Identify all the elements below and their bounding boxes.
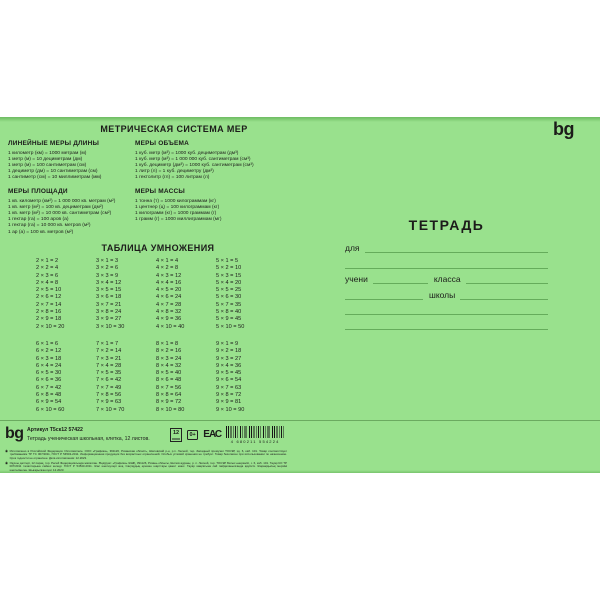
metric-line: 1 метр (м) = 100 сантиметрам (см) — [8, 162, 87, 168]
label-school: школы — [429, 289, 456, 300]
multiplication-cell: 2 × 9 = 18 — [36, 316, 62, 323]
multiplication-cell: 8 × 7 = 56 — [156, 384, 182, 391]
multiplication-title: ТАБЛИЦА УМНОЖЕНИЯ — [101, 243, 215, 253]
metric-section-volume — [135, 140, 340, 181]
multiplication-cell: 6 × 3 = 18 — [36, 355, 62, 362]
fine-print-block — [5, 450, 287, 473]
multiplication-cell: 7 × 7 = 49 — [96, 384, 122, 391]
fine-print-paragraph — [5, 450, 287, 460]
age-rating-badge: 0+ — [187, 430, 198, 440]
multiplication-cell: 7 × 4 = 28 — [96, 362, 122, 369]
metric-section-mass — [135, 188, 340, 223]
multiplication-table-block — [8, 243, 308, 414]
metric-section-heading: МЕРЫ ОБЪЕМА — [135, 140, 190, 147]
multiplication-cell: 3 × 9 = 27 — [96, 316, 122, 323]
multiplication-cell: 8 × 2 = 16 — [156, 348, 182, 355]
multiplication-cell: 6 × 8 = 48 — [36, 392, 62, 399]
multiplication-cell: 7 × 5 = 35 — [96, 370, 122, 377]
metric-line: 1 кв. метр (м²) = 100 кв. дециметрам (дм²) — [8, 204, 104, 210]
multiplication-cell: 3 × 5 = 15 — [96, 287, 122, 294]
metric-line: 1 гектолитр (гл) = 100 литрам (л) — [135, 175, 210, 181]
notebook-name-panel — [345, 217, 548, 330]
product-description: Тетрадь ученическая школьная, клетка, 12 листов. — [27, 435, 150, 442]
multiplication-group-1 — [8, 258, 308, 331]
panel-row-blank — [345, 300, 548, 315]
multiplication-cell: 9 × 8 = 72 — [216, 392, 242, 399]
multiplication-cell: 6 × 4 = 24 — [36, 362, 62, 369]
sheet-count-value: 12 — [172, 429, 180, 436]
metric-line: 1 гектар (га) = 100 аров (а) — [8, 217, 69, 223]
multiplication-cell: 7 × 2 = 14 — [96, 348, 122, 355]
multiplication-column-5 — [216, 258, 276, 331]
multiplication-column-7 — [96, 341, 156, 414]
multiplication-cell: 3 × 3 = 9 — [96, 272, 119, 279]
multiplication-cell: 5 × 6 = 30 — [216, 294, 242, 301]
metric-line: 1 тонна (т) = 1000 килограммам (кг) — [135, 198, 216, 204]
panel-title: ТЕТРАДЬ — [408, 217, 485, 233]
write-line — [460, 299, 548, 300]
panel-row-student-class — [345, 269, 548, 284]
barcode — [226, 426, 284, 444]
metric-line: 1 килограмм (кг) = 1000 граммам (г) — [135, 211, 217, 217]
multiplication-column-3 — [96, 258, 156, 331]
metric-line: 1 куб. метр (м³) = 1000 куб. дециметрам (дм³) — [135, 150, 239, 156]
metric-line: 1 центнер (ц) = 100 килограммам (кг) — [135, 204, 220, 210]
metric-line: 1 дециметр (дм) = 10 сантиметрам (см) — [8, 168, 98, 174]
metric-section-heading: ЛИНЕЙНЫЕ МЕРЫ ДЛИНЫ — [8, 140, 100, 147]
metric-title: МЕТРИЧЕСКАЯ СИСТЕМА МЕР — [100, 124, 248, 134]
metric-line: 1 километр (км) = 1000 метрам (м) — [8, 150, 87, 156]
panel-row-school — [345, 284, 548, 299]
multiplication-column-2 — [36, 258, 96, 331]
multiplication-cell: 5 × 9 = 45 — [216, 316, 242, 323]
multiplication-cell: 9 × 10 = 90 — [216, 406, 245, 413]
label-student: учени — [345, 274, 368, 285]
multiplication-cell: 5 × 5 = 25 — [216, 287, 242, 294]
footer-strip — [0, 420, 600, 473]
sheet-count-icon — [170, 428, 182, 442]
multiplication-cell: 7 × 3 = 21 — [96, 355, 122, 362]
metric-line: 1 куб. дециметр (дм³) = 1000 куб. сантиметрам (см³) — [135, 162, 254, 168]
write-line — [373, 283, 428, 284]
paragraph-marker-icon: ◉ — [5, 449, 9, 453]
multiplication-column-9 — [216, 341, 276, 414]
fine-print-paragraph — [5, 462, 287, 472]
multiplication-cell: 2 × 8 = 16 — [36, 309, 62, 316]
multiplication-cell: 5 × 8 = 40 — [216, 309, 242, 316]
metric-section-heading: МЕРЫ МАССЫ — [135, 188, 185, 196]
multiplication-cell: 5 × 3 = 15 — [216, 272, 242, 279]
multiplication-cell: 9 × 6 = 54 — [216, 377, 242, 384]
barcode-number: 4 680211 554224 — [230, 438, 280, 444]
multiplication-cell: 4 × 10 = 40 — [156, 323, 185, 330]
multiplication-cell: 8 × 10 = 80 — [156, 406, 185, 413]
metric-section-lines — [8, 151, 135, 182]
multiplication-cell: 9 × 4 = 36 — [216, 362, 242, 369]
article-number: Артикул Т5ск12 57422 — [27, 427, 83, 433]
metric-line: 1 ар (а) = 100 кв. метров (м²) — [8, 229, 74, 235]
multiplication-cell: 6 × 5 = 30 — [36, 370, 62, 377]
multiplication-cell: 9 × 3 = 27 — [216, 355, 242, 362]
panel-rows — [345, 238, 548, 330]
eac-mark-icon: ЕАС — [203, 429, 222, 441]
multiplication-column-8 — [156, 341, 216, 414]
multiplication-cell: 9 × 7 = 63 — [216, 384, 242, 391]
multiplication-cell: 7 × 8 = 56 — [96, 392, 122, 399]
panel-row-blank — [345, 315, 548, 330]
multiplication-cell: 6 × 7 = 42 — [36, 384, 62, 391]
multiplication-cell: 2 × 1 = 2 — [36, 258, 59, 264]
multiplication-cell: 7 × 1 = 7 — [96, 340, 119, 347]
multiplication-cell: 8 × 9 = 72 — [156, 399, 182, 406]
label-for: для — [345, 243, 360, 254]
panel-row-blank — [345, 253, 548, 268]
metric-line: 1 кв. километр (км²) = 1 000 000 кв. метрам (м²) — [8, 198, 116, 204]
metric-line: 1 куб. метр (м³) = 1 000 000 куб. сантиметрам (см³) — [135, 156, 251, 162]
metric-line: 1 метр (м) = 10 дециметрам (дм) — [8, 156, 83, 162]
multiplication-cell: 2 × 5 = 10 — [36, 287, 62, 294]
brand-logo: bg — [553, 119, 574, 139]
multiplication-column-6 — [36, 341, 96, 414]
metric-line: 1 кв. метр (м²) = 10 000 кв. сантиметрам (см²) — [8, 211, 112, 217]
multiplication-cell: 4 × 7 = 28 — [156, 301, 182, 308]
footer-badges — [170, 426, 284, 444]
write-line — [466, 283, 548, 284]
metric-column-left — [8, 140, 135, 243]
multiplication-cell: 3 × 4 = 12 — [96, 279, 122, 286]
metric-section-area — [8, 188, 135, 235]
write-line — [345, 329, 548, 330]
multiplication-cell: 3 × 7 = 21 — [96, 301, 122, 308]
fine-print-ru: Изготовлено в Российской Федерации. Изготовитель: ООО «Графика», 391126, Рязанская область, Шиловский р-н, р.п. Лесной, тер. Западный промузел ТОСЭР, зд. 6, каб. 101. Товар соответствует требованиям ТР ТС 007/2011, ГОСТ Р 54543-2011. Информационная продукция без возрастных ограничений. Особых условий хранения не требует. Товар безопасен при использовании по назначению. Срок годности не ограничен. Дата изготовления: 12.2023. — [9, 449, 287, 460]
multiplication-cell: 4 × 2 = 8 — [156, 265, 179, 272]
write-line — [345, 314, 548, 315]
multiplication-cell: 7 × 10 = 70 — [96, 406, 125, 413]
multiplication-cell: 6 × 2 = 12 — [36, 348, 62, 355]
metric-section-length — [8, 140, 135, 181]
multiplication-cell: 4 × 1 = 4 — [156, 258, 179, 264]
footer-brand-logo: bg — [5, 425, 24, 442]
footer-product-info — [27, 427, 150, 442]
multiplication-group-2 — [8, 341, 308, 414]
write-line — [345, 268, 548, 269]
multiplication-cell: 9 × 1 = 9 — [216, 340, 239, 347]
multiplication-cell: 3 × 6 = 18 — [96, 294, 122, 301]
multiplication-cell: 5 × 1 = 5 — [216, 258, 239, 264]
multiplication-cell: 6 × 6 = 36 — [36, 377, 62, 384]
multiplication-cell: 8 × 1 = 8 — [156, 340, 179, 347]
multiplication-cell: 7 × 6 = 42 — [96, 377, 122, 384]
multiplication-cell: 3 × 2 = 6 — [96, 265, 119, 272]
metric-line: 1 гектар (га) = 10 000 кв. метров (м²) — [8, 223, 91, 229]
multiplication-cell: 2 × 4 = 8 — [36, 279, 59, 286]
multiplication-cell: 8 × 4 = 32 — [156, 362, 182, 369]
multiplication-cell: 9 × 9 = 81 — [216, 399, 242, 406]
metric-section-lines — [135, 199, 340, 224]
metric-line: 1 литр (л) = 1 куб. дециметру (дм³) — [135, 168, 214, 174]
multiplication-cell: 3 × 10 = 30 — [96, 323, 125, 330]
multiplication-cell: 2 × 10 = 20 — [36, 323, 65, 330]
multiplication-cell: 4 × 6 = 24 — [156, 294, 182, 301]
multiplication-cell: 8 × 6 = 48 — [156, 377, 182, 384]
metric-line: 1 грамм (г) = 1000 миллиграммам (мг) — [135, 217, 222, 223]
multiplication-cell: 6 × 10 = 60 — [36, 406, 65, 413]
multiplication-cell: 3 × 1 = 3 — [96, 258, 119, 264]
multiplication-cell: 8 × 5 = 40 — [156, 370, 182, 377]
multiplication-cell: 2 × 6 = 12 — [36, 294, 62, 301]
metric-column-right — [135, 140, 340, 243]
notebook-cover — [0, 117, 600, 473]
multiplication-cell: 4 × 5 = 20 — [156, 287, 182, 294]
multiplication-cell: 5 × 2 = 10 — [216, 265, 242, 272]
multiplication-cell: 2 × 3 = 6 — [36, 272, 59, 279]
multiplication-cell: 5 × 4 = 20 — [216, 279, 242, 286]
multiplication-cell: 9 × 2 = 18 — [216, 348, 242, 355]
cover-top-edge — [0, 117, 600, 122]
barcode-bars-icon — [226, 426, 284, 438]
panel-row-for — [345, 238, 548, 253]
metric-columns — [8, 140, 340, 243]
multiplication-cell: 9 × 5 = 45 — [216, 370, 242, 377]
multiplication-cell: 6 × 9 = 54 — [36, 399, 62, 406]
metric-system-block — [8, 124, 340, 243]
multiplication-cell: 4 × 9 = 36 — [156, 316, 182, 323]
multiplication-cell: 8 × 8 = 64 — [156, 392, 182, 399]
multiplication-cell: 3 × 8 = 24 — [96, 309, 122, 316]
metric-section-lines — [8, 199, 135, 236]
fine-print-kz: Оқушы дәптері, 12 парақ, тор. Ресей Федерациясында жасалған. Өндіруші: «Графика» ЖШҚ, 391126, Рязань облысы, Шилов ауданы, р. п. Лесной, тер. ТОСЭР Батыс өнеркәсіп, ғ. 6, каб. 101. Тауар КО ТР 007/2011 талаптарына сәйкес келеді. ГОСТ Р 54543-2011. Жас шектеулері жоқ. Сақтаудың ерекше шарттары қажет емес. Тауар мақсатына сай пайдаланылғанда қауіпсіз. Жарамдылық мерзімі шектелмеген. Шығарылған күні: 12.2023. — [9, 460, 287, 472]
multiplication-cell: 7 × 9 = 63 — [96, 399, 122, 406]
label-class: класса — [433, 274, 461, 285]
paragraph-marker-icon: ◉ — [5, 460, 9, 465]
multiplication-column-4 — [156, 258, 216, 331]
multiplication-cell: 4 × 8 = 32 — [156, 309, 182, 316]
write-line — [345, 299, 423, 300]
multiplication-cell: 4 × 4 = 16 — [156, 279, 182, 286]
multiplication-cell: 2 × 2 = 4 — [36, 265, 59, 272]
metric-line: 1 сантиметр (см) = 10 миллиметрам (мм) — [8, 175, 102, 181]
metric-section-heading: МЕРЫ ПЛОЩАДИ — [8, 188, 68, 196]
multiplication-cell: 5 × 7 = 35 — [216, 301, 242, 308]
multiplication-cell: 2 × 7 = 14 — [36, 301, 62, 308]
multiplication-cell: 5 × 10 = 50 — [216, 323, 245, 330]
write-line — [365, 252, 548, 253]
multiplication-cell: 6 × 1 = 6 — [36, 340, 59, 347]
multiplication-cell: 4 × 3 = 12 — [156, 272, 182, 279]
multiplication-cell: 8 × 3 = 24 — [156, 355, 182, 362]
sheet-lines-icon — [172, 437, 180, 440]
metric-section-lines — [135, 151, 340, 182]
